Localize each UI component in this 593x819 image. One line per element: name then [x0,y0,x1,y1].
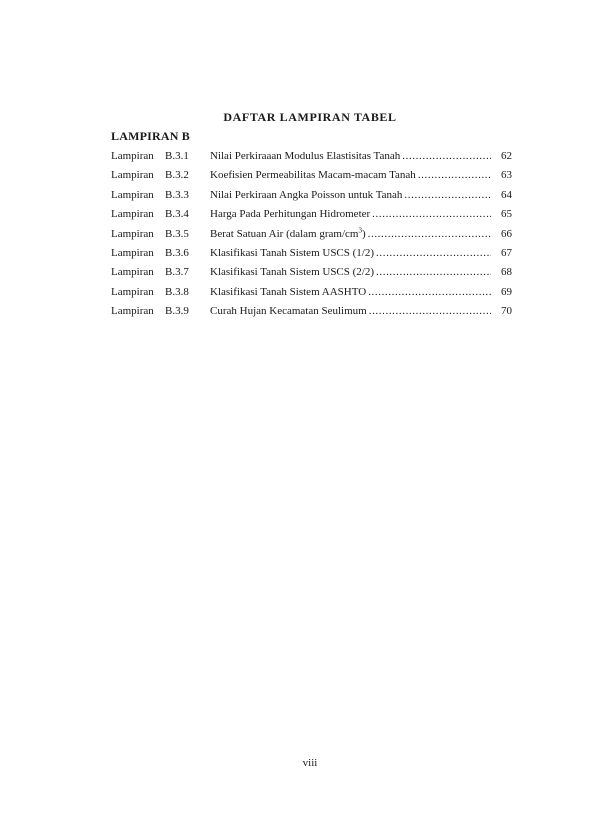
appendix-entry [210,283,491,302]
appendix-entry [210,302,491,321]
appendix-title [210,186,402,205]
appendix-code: B.3.5 [165,227,189,240]
appendix-title [210,225,366,244]
list-item[interactable] [111,244,512,263]
appendix-code: B.3.2 [165,169,189,182]
dot-leader [374,244,491,263]
dot-leader [366,283,491,302]
page-number: viii [302,757,318,769]
appendix-title-suffix: ) [361,227,366,240]
appendix-page-number: 68 [501,266,512,279]
appendix-title [210,244,374,263]
appendix-title [210,205,370,224]
list-item[interactable] [111,283,512,302]
section-heading: LAMPIRAN B [111,129,190,143]
appendix-page-number: 62 [501,150,512,162]
appendix-label: Lampiran [111,188,154,201]
appendix-code: B.3.1 [165,150,189,162]
appendix-title-text: Nilai Perkiraaan Modulus Elastisitas Tanah [210,150,401,162]
appendix-label: Lampiran [111,227,154,240]
appendix-title-text: Klasifikasi Tanah Sistem USCS (1/2) [210,246,375,259]
appendix-title [210,263,374,282]
appendix-code: B.3.4 [165,208,189,221]
appendix-title-text: Klasifikasi Tanah Sistem AASHTO [210,285,367,298]
appendix-code: B.3.9 [165,305,189,318]
appendix-page-number: 67 [501,246,512,259]
page-title: DAFTAR LAMPIRAN TABEL [223,110,397,124]
appendix-label: Lampiran [111,305,154,318]
appendix-code: B.3.8 [165,285,189,298]
appendix-entry [210,225,491,244]
dot-leader [370,205,491,224]
appendix-page-number: 66 [501,227,512,240]
appendix-page-number: 69 [501,285,512,298]
appendix-title-text: Klasifikasi Tanah Sistem USCS (2/2) [210,266,375,279]
appendix-page-number: 70 [501,305,512,318]
appendix-title-text: Nilai Perkiraan Angka Poisson untuk Tanah [210,188,403,201]
appendix-label: Lampiran [111,246,154,259]
appendix-entry [210,166,491,185]
appendix-code: B.3.6 [165,246,189,259]
appendix-page-number: 65 [501,208,512,221]
dot-leader [366,225,491,244]
appendix-table-list [111,147,512,322]
list-item[interactable] [111,166,512,185]
appendix-label: Lampiran [111,150,154,162]
appendix-entry [210,244,491,263]
appendix-label: Lampiran [111,266,154,279]
dot-leader [400,147,491,166]
appendix-entry [210,263,491,282]
appendix-label: Lampiran [111,208,154,221]
appendix-code: B.3.7 [165,266,189,279]
list-item[interactable] [111,263,512,282]
dot-leader [402,186,491,205]
dot-leader [416,166,491,185]
list-item[interactable] [111,186,512,205]
appendix-page-number: 64 [501,188,512,201]
appendix-title-text: Harga Pada Perhitungan Hidrometer [210,208,371,221]
appendix-title-text: Berat Satuan Air (dalam gram/cm [210,227,359,240]
appendix-title-text: Curah Hujan Kecamatan Seulimum [210,305,367,318]
list-item[interactable] [111,225,512,244]
appendix-title [210,166,416,185]
appendix-entry [210,186,491,205]
list-item[interactable] [111,147,512,166]
appendix-code: B.3.3 [165,188,189,201]
appendix-page-number: 63 [501,169,512,182]
dot-leader [374,263,491,282]
list-item[interactable] [111,205,512,224]
dot-leader [367,302,491,321]
appendix-title [210,283,366,302]
appendix-title-superscript: 3 [358,225,362,234]
list-item[interactable] [111,302,512,321]
appendix-label: Lampiran [111,169,154,182]
appendix-title [210,302,367,321]
appendix-entry [210,205,491,224]
appendix-label: Lampiran [111,285,154,298]
appendix-entry [210,147,491,166]
appendix-title [210,147,400,166]
appendix-title-text: Koefisien Permeabilitas Macam-macam Tanah [210,169,416,182]
